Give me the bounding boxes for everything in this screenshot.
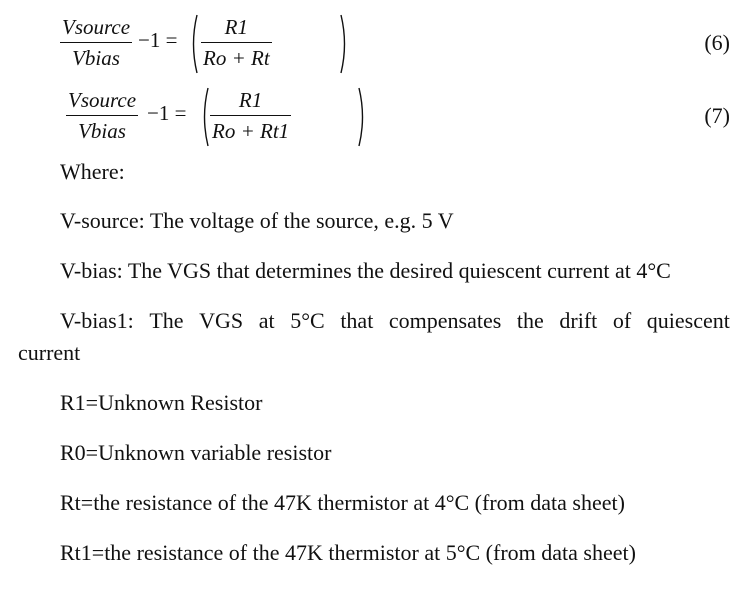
lhs-denominator: Vbias (72, 46, 120, 70)
definition-vbias1-continuation: current (18, 340, 81, 365)
word: VGS (199, 308, 244, 333)
right-parenthesis (357, 87, 367, 147)
lhs-numerator: Vsource (62, 15, 131, 39)
word: 5°C (290, 308, 325, 333)
rhs-numerator: R1 (224, 15, 248, 39)
definition-rt1: Rt1=the resistance of the 47K thermistor at 5°C (from data sheet) (60, 540, 636, 565)
fraction-bar (60, 42, 132, 43)
lhs-denominator: Vbias (78, 119, 126, 143)
rhs-fraction (210, 87, 291, 144)
fraction-bar (66, 115, 138, 116)
definition-vsource: V-source: The voltage of the source, e.g. 5 V (60, 208, 454, 233)
equation-6 (60, 14, 730, 76)
word: quiescent (646, 308, 730, 333)
lhs-fraction (60, 14, 132, 71)
lhs-fraction (66, 87, 138, 144)
equation-7 (60, 87, 730, 149)
rhs-numerator: R1 (238, 88, 263, 112)
rhs-fraction (201, 14, 272, 71)
equation-number: (6) (704, 30, 730, 55)
definition-rt: Rt=the resistance of the 47K thermistor at 4°C (from data sheet) (60, 490, 625, 515)
minus-one-equals: −1 = (147, 101, 187, 125)
equation-number: (7) (704, 103, 730, 128)
definition-r0: R0=Unknown variable resistor (60, 440, 332, 465)
definition-vbias1 (60, 307, 730, 335)
left-parenthesis (189, 14, 199, 74)
rhs-denominator: Ro + Rt (203, 46, 270, 70)
word: compensates (388, 308, 502, 333)
minus-one-equals: −1 = (138, 28, 178, 52)
lhs-numerator: Vsource (68, 88, 137, 112)
definition-vbias: V-bias: The VGS that determines the desired quiescent current at 4°C (60, 258, 671, 283)
fraction-bar (201, 42, 272, 43)
right-parenthesis (339, 14, 349, 74)
word: V-bias1: (60, 308, 134, 333)
definition-r1: R1=Unknown Resistor (60, 390, 263, 415)
left-parenthesis (200, 87, 210, 147)
word: at (258, 308, 275, 333)
rhs-denominator: Ro + Rt1 (212, 119, 290, 143)
word: of (612, 308, 632, 333)
where-label: Where: (60, 159, 125, 184)
fraction-bar (210, 115, 291, 116)
word: that (340, 308, 374, 333)
word: drift (559, 308, 598, 333)
word: the (516, 308, 544, 333)
word: The (149, 308, 184, 333)
